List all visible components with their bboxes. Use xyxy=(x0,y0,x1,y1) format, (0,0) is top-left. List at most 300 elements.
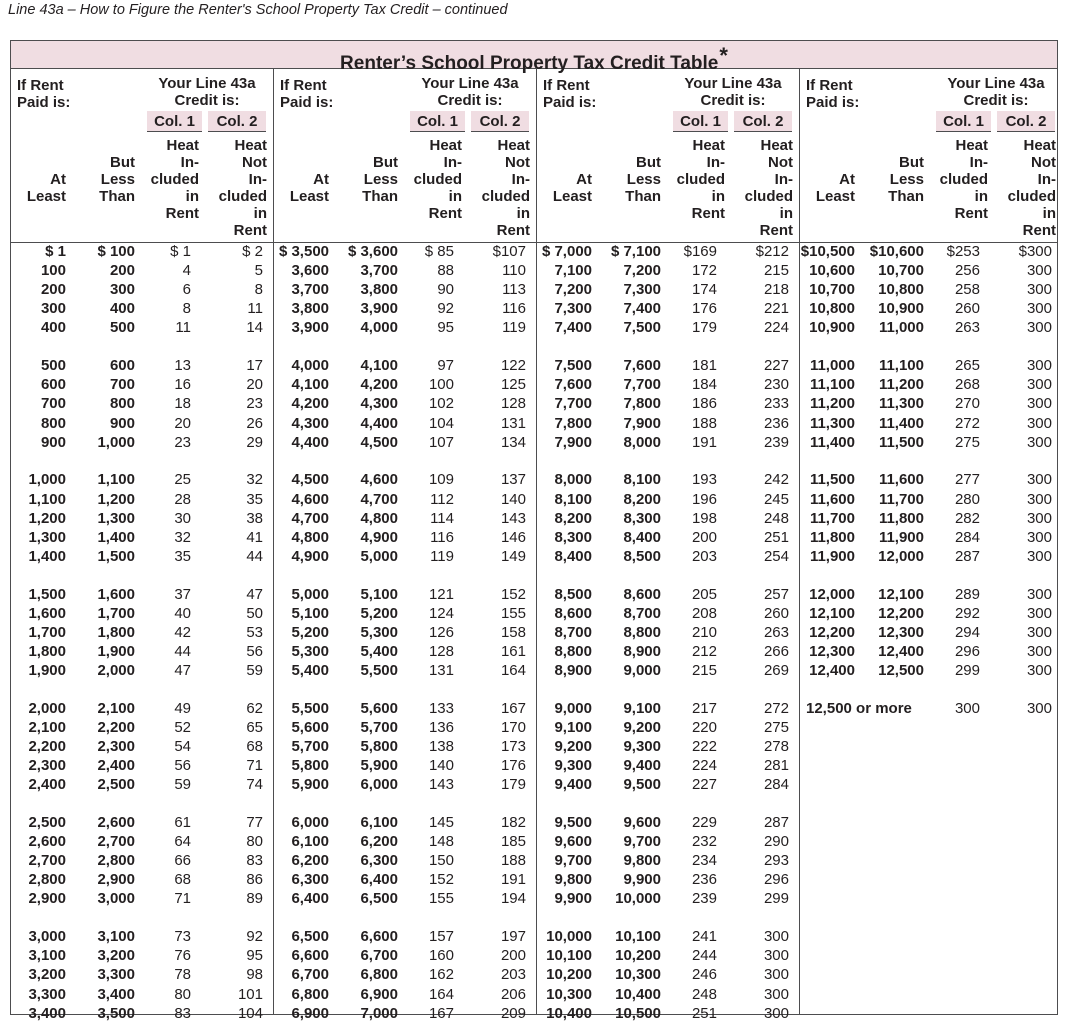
at-least-header: At Least xyxy=(552,171,592,205)
but-less-than-cell: 3,700 xyxy=(360,262,398,280)
but-less-than-cell: 11,100 xyxy=(878,357,924,375)
col1-credit-cell: 121 xyxy=(428,585,454,603)
col1-credit-cell: 8 xyxy=(182,300,191,318)
col1-credit-cell: 164 xyxy=(428,985,454,1003)
but-less-than-cell: 400 xyxy=(109,300,135,318)
at-least-cell: 10,700 xyxy=(809,281,855,299)
but-less-than-cell: 8,600 xyxy=(623,585,661,603)
col2-credit-cell: 260 xyxy=(763,604,789,622)
but-less-than-cell: 7,500 xyxy=(623,319,661,337)
col2-credit-cell: 14 xyxy=(246,319,263,337)
table-column xyxy=(800,69,1063,1014)
col1-credit-cell: 28 xyxy=(174,490,191,508)
at-least-cell: $ 7,000 xyxy=(541,243,592,260)
at-least-cell: 4,200 xyxy=(291,395,329,413)
table-row xyxy=(274,433,537,452)
at-least-cell: 9,600 xyxy=(554,833,592,851)
table-row xyxy=(11,280,274,299)
table-row xyxy=(11,756,274,775)
at-least-cell: 4,300 xyxy=(291,414,329,432)
col1-credit-cell: $169 xyxy=(683,243,717,260)
col2-credit-cell: 80 xyxy=(246,833,263,851)
table-row xyxy=(537,642,800,661)
col2-credit-cell: 221 xyxy=(763,300,789,318)
table-row xyxy=(274,889,537,908)
but-less-than-cell: 5,500 xyxy=(360,662,398,679)
table-row xyxy=(11,699,274,718)
table-row xyxy=(274,375,537,394)
at-least-cell: $ 1 xyxy=(45,243,66,260)
col1-credit-cell: 277 xyxy=(954,471,980,489)
table-row xyxy=(537,623,800,642)
but-less-than-cell: 9,600 xyxy=(623,814,661,831)
col1-credit-cell: 239 xyxy=(691,890,717,908)
at-least-cell: 9,200 xyxy=(554,738,592,755)
col2-credit-cell: 140 xyxy=(500,490,526,508)
at-least-cell: 5,000 xyxy=(291,585,329,603)
col1-credit-cell: 270 xyxy=(954,395,980,413)
col2-credit-cell: 182 xyxy=(500,814,526,831)
col2-credit-cell: 300 xyxy=(763,947,789,965)
col1-credit-cell: 6 xyxy=(182,281,191,299)
at-least-cell: 8,800 xyxy=(554,642,592,660)
at-least-cell: 7,400 xyxy=(554,319,592,337)
col1-credit-cell: 248 xyxy=(691,985,717,1003)
but-less-than-cell: 3,900 xyxy=(360,300,398,318)
but-less-than-cell: 4,400 xyxy=(360,414,398,432)
heat-included-header: Heat In- cluded in Rent xyxy=(939,137,988,222)
table-row xyxy=(537,661,800,680)
your-line-43a-header: Your Line 43a Credit is: xyxy=(158,75,256,109)
col2-credit-cell: 59 xyxy=(246,662,263,679)
col1-header: Col. 1 xyxy=(673,111,728,132)
but-less-than-cell: 11,500 xyxy=(878,433,924,451)
at-least-cell: 8,400 xyxy=(554,547,592,565)
at-least-cell: 3,000 xyxy=(28,928,66,946)
at-least-cell: 2,500 xyxy=(28,814,66,831)
table-row xyxy=(537,375,800,394)
col1-credit-cell: 300 xyxy=(954,699,980,717)
col1-credit-cell: 4 xyxy=(182,262,191,280)
table-row xyxy=(537,737,800,756)
at-least-cell: 4,800 xyxy=(291,528,329,546)
col2-credit-cell: 300 xyxy=(763,1004,789,1022)
table-row xyxy=(274,490,537,509)
table-row xyxy=(274,394,537,413)
col1-credit-cell: 275 xyxy=(954,433,980,451)
but-less-than-cell: 6,200 xyxy=(360,833,398,851)
col2-credit-cell: 38 xyxy=(246,509,263,527)
heat-included-header: Heat In- cluded in Rent xyxy=(676,137,725,222)
at-least-cell: 2,900 xyxy=(28,890,66,908)
at-least-cell: 3,300 xyxy=(28,985,66,1003)
if-rent-paid-header: If Rent Paid is: xyxy=(17,77,71,111)
col1-credit-cell: 268 xyxy=(954,376,980,394)
table-row xyxy=(537,509,800,528)
but-less-than-cell: 4,200 xyxy=(360,376,398,394)
at-least-cell: 7,900 xyxy=(554,433,592,451)
but-less-than-cell: $ 100 xyxy=(97,243,135,260)
at-least-cell: 3,700 xyxy=(291,281,329,299)
col1-credit-cell: 35 xyxy=(174,547,191,565)
col1-credit-cell: 56 xyxy=(174,757,191,775)
but-less-than-cell: 11,700 xyxy=(878,490,924,508)
at-least-cell: 3,900 xyxy=(291,319,329,337)
col1-credit-cell: 186 xyxy=(691,395,717,413)
but-less-than-cell: 2,200 xyxy=(97,718,135,736)
table-row xyxy=(274,585,537,604)
at-least-cell: 1,900 xyxy=(28,662,66,679)
col2-credit-cell: 275 xyxy=(763,718,789,736)
table-row xyxy=(800,414,1063,433)
col2-credit-cell: 98 xyxy=(246,966,263,984)
col1-credit-cell: 133 xyxy=(428,699,454,717)
but-less-than-cell: 12,200 xyxy=(878,604,924,622)
col2-header: Col. 2 xyxy=(471,111,529,132)
at-least-cell: 6,000 xyxy=(291,814,329,831)
col2-credit-cell: 122 xyxy=(500,357,526,375)
col1-credit-cell: 292 xyxy=(954,604,980,622)
but-less-than-cell: 12,000 xyxy=(878,547,924,565)
col1-credit-cell: 152 xyxy=(428,871,454,889)
table-row xyxy=(11,889,274,908)
table-row xyxy=(274,261,537,280)
but-less-than-cell: 4,700 xyxy=(360,490,398,508)
col2-credit-cell: 32 xyxy=(246,471,263,489)
at-least-cell: 12,400 xyxy=(809,662,855,679)
but-less-than-cell: 2,800 xyxy=(97,852,135,870)
col1-credit-cell: 90 xyxy=(437,281,454,299)
col2-header: Col. 2 xyxy=(734,111,792,132)
but-less-than-cell: 11,000 xyxy=(878,319,924,337)
but-less-than-cell: 10,000 xyxy=(615,890,661,908)
col2-credit-cell: 83 xyxy=(246,852,263,870)
table-row xyxy=(11,528,274,547)
col2-credit-cell: 71 xyxy=(246,757,263,775)
col1-credit-cell: 251 xyxy=(691,1004,717,1022)
table-row xyxy=(274,470,537,489)
but-less-than-cell: 800 xyxy=(109,395,135,413)
table-row xyxy=(537,718,800,737)
at-least-cell: 5,800 xyxy=(291,757,329,775)
col1-credit-cell: 265 xyxy=(954,357,980,375)
at-least-cell: 4,700 xyxy=(291,509,329,527)
col2-credit-cell: 300 xyxy=(763,985,789,1003)
but-less-than-cell: 7,800 xyxy=(623,395,661,413)
col1-credit-cell: 289 xyxy=(954,585,980,603)
col1-credit-cell: 188 xyxy=(691,414,717,432)
col1-credit-cell: 284 xyxy=(954,528,980,546)
col1-credit-cell: 30 xyxy=(174,509,191,527)
but-less-than-cell: 2,300 xyxy=(97,738,135,755)
col2-credit-cell: 125 xyxy=(500,376,526,394)
table-row xyxy=(800,509,1063,528)
col2-credit-cell: 218 xyxy=(763,281,789,299)
at-least-cell: 11,800 xyxy=(809,528,855,546)
at-least-cell: 5,700 xyxy=(291,738,329,755)
table-row xyxy=(11,737,274,756)
table-row xyxy=(800,280,1063,299)
but-less-than-cell: 11,400 xyxy=(878,414,924,432)
col2-credit-cell: 300 xyxy=(1026,528,1052,546)
but-less-than-cell: 11,600 xyxy=(878,471,924,489)
table-row xyxy=(274,946,537,965)
col2-credit-cell: 300 xyxy=(1026,395,1052,413)
your-line-43a-header: Your Line 43a Credit is: xyxy=(684,75,782,109)
but-less-than-cell: 11,200 xyxy=(878,376,924,394)
col1-credit-cell: 59 xyxy=(174,776,191,794)
col1-credit-cell: 138 xyxy=(428,738,454,755)
but-less-than-cell: 1,400 xyxy=(97,528,135,546)
at-least-cell: 8,000 xyxy=(554,471,592,489)
table-row xyxy=(11,585,274,604)
col2-credit-cell: 8 xyxy=(254,281,263,299)
but-less-than-cell: 6,600 xyxy=(360,928,398,946)
col1-credit-cell: 215 xyxy=(691,662,717,679)
but-less-than-cell: 9,400 xyxy=(623,757,661,775)
at-least-cell: 6,800 xyxy=(291,985,329,1003)
if-rent-paid-header: If Rent Paid is: xyxy=(543,77,597,111)
at-least-cell: 10,100 xyxy=(546,947,592,965)
col1-credit-cell: 140 xyxy=(428,757,454,775)
but-less-than-cell: 6,500 xyxy=(360,890,398,908)
but-less-than-cell: 3,400 xyxy=(97,985,135,1003)
at-least-header: At Least xyxy=(26,171,66,205)
col2-credit-cell: 191 xyxy=(500,871,526,889)
table-row xyxy=(274,414,537,433)
at-least-cell: 11,000 xyxy=(809,357,855,375)
at-least-cell: 200 xyxy=(40,281,66,299)
at-least-cell: 2,800 xyxy=(28,871,66,889)
but-less-than-cell: 200 xyxy=(109,262,135,280)
table-row xyxy=(274,1004,537,1023)
col1-credit-cell: 83 xyxy=(174,1004,191,1022)
but-less-than-cell: 5,300 xyxy=(360,623,398,641)
at-least-cell: 8,900 xyxy=(554,662,592,679)
at-least-cell: 6,700 xyxy=(291,966,329,984)
at-least-cell: 9,400 xyxy=(554,776,592,794)
col2-credit-cell: 224 xyxy=(763,319,789,337)
col2-credit-cell: 300 xyxy=(1026,357,1052,375)
col2-credit-cell: $107 xyxy=(492,243,526,260)
col1-credit-cell: 241 xyxy=(691,928,717,946)
at-least-cell: 2,600 xyxy=(28,833,66,851)
at-least-cell: 2,000 xyxy=(28,699,66,717)
but-less-than-cell: 3,000 xyxy=(97,890,135,908)
col2-credit-cell: 300 xyxy=(1026,623,1052,641)
col2-credit-cell: 53 xyxy=(246,623,263,641)
your-line-43a-header: Your Line 43a Credit is: xyxy=(421,75,519,109)
table-row xyxy=(800,470,1063,489)
col1-credit-cell: 40 xyxy=(174,604,191,622)
col1-credit-cell: 167 xyxy=(428,1004,454,1022)
col1-credit-cell: 210 xyxy=(691,623,717,641)
col2-credit-cell: 263 xyxy=(763,623,789,641)
table-row xyxy=(11,490,274,509)
heat-not-included-header: Heat Not In- cluded in Rent xyxy=(218,137,267,239)
but-less-than-cell: 2,500 xyxy=(97,776,135,794)
col2-credit-cell: 77 xyxy=(246,814,263,831)
at-least-cell: 6,400 xyxy=(291,890,329,908)
at-least-cell: 8,300 xyxy=(554,528,592,546)
col2-credit-cell: 92 xyxy=(246,928,263,946)
col2-credit-cell: 173 xyxy=(500,738,526,755)
col2-credit-cell: 300 xyxy=(1026,376,1052,394)
col2-credit-cell: 296 xyxy=(763,871,789,889)
at-least-cell: 10,600 xyxy=(809,262,855,280)
col2-credit-cell: 47 xyxy=(246,585,263,603)
at-least-cell: 8,100 xyxy=(554,490,592,508)
at-least-cell: 100 xyxy=(40,262,66,280)
but-less-than-cell: 4,000 xyxy=(360,319,398,337)
table-row xyxy=(537,261,800,280)
col2-credit-cell: 300 xyxy=(1026,604,1052,622)
at-least-cell: 1,700 xyxy=(28,623,66,641)
at-least-cell: 9,800 xyxy=(554,871,592,889)
table-row xyxy=(11,394,274,413)
table-row xyxy=(537,433,800,452)
but-less-than-cell: 8,700 xyxy=(623,604,661,622)
but-less-than-cell: 3,500 xyxy=(97,1004,135,1022)
col1-credit-cell: 208 xyxy=(691,604,717,622)
col1-credit-cell: 37 xyxy=(174,585,191,603)
table-row xyxy=(537,699,800,718)
table-row xyxy=(537,1004,800,1023)
table-column xyxy=(11,69,274,1022)
at-least-cell: 2,100 xyxy=(28,718,66,736)
table-row xyxy=(11,242,274,261)
col1-credit-cell: 92 xyxy=(437,300,454,318)
table-row xyxy=(800,299,1063,318)
but-less-than-cell: 2,100 xyxy=(97,699,135,717)
table-row xyxy=(11,813,274,832)
but-less-than-cell: 3,300 xyxy=(97,966,135,984)
col2-header: Col. 2 xyxy=(997,111,1055,132)
col2-credit-cell: 110 xyxy=(502,262,526,280)
col1-credit-cell: 258 xyxy=(954,281,980,299)
but-less-than-cell: 10,200 xyxy=(615,947,661,965)
col2-credit-cell: 290 xyxy=(763,833,789,851)
table-row xyxy=(274,927,537,946)
at-least-cell: 12,100 xyxy=(809,604,855,622)
but-less-than-cell: 6,700 xyxy=(360,947,398,965)
table-row xyxy=(537,280,800,299)
col1-credit-cell: 80 xyxy=(174,985,191,1003)
col2-credit-cell: 251 xyxy=(763,528,789,546)
at-least-cell: 500 xyxy=(40,357,66,375)
table-row xyxy=(11,851,274,870)
col2-credit-cell: 146 xyxy=(500,528,526,546)
but-less-than-cell: 5,600 xyxy=(360,699,398,717)
col1-credit-cell: 198 xyxy=(691,509,717,527)
but-less-than-cell: 9,100 xyxy=(623,699,661,717)
at-least-cell: 11,500 xyxy=(809,471,855,489)
col1-credit-cell: 203 xyxy=(691,547,717,565)
col1-credit-cell: 114 xyxy=(430,509,454,527)
table-row xyxy=(537,356,800,375)
at-least-cell: 10,300 xyxy=(546,985,592,1003)
col2-credit-cell: 300 xyxy=(1026,585,1052,603)
col1-credit-cell: 71 xyxy=(174,890,191,908)
at-least-cell: 7,800 xyxy=(554,414,592,432)
but-less-than-cell: 1,600 xyxy=(97,585,135,603)
table-row xyxy=(11,832,274,851)
col2-credit-cell: 230 xyxy=(763,376,789,394)
col2-credit-cell: 104 xyxy=(237,1004,263,1022)
table-row xyxy=(537,775,800,794)
col1-credit-cell: 76 xyxy=(174,947,191,965)
but-less-than-cell: 8,300 xyxy=(623,509,661,527)
col1-credit-cell: 280 xyxy=(954,490,980,508)
col1-header: Col. 1 xyxy=(410,111,465,132)
col1-credit-cell: 61 xyxy=(174,814,191,831)
col2-credit-cell: 65 xyxy=(246,718,263,736)
table-row xyxy=(800,356,1063,375)
at-least-cell: 6,300 xyxy=(291,871,329,889)
table-title-band xyxy=(11,41,1057,74)
at-least-cell: 12,200 xyxy=(809,623,855,641)
col1-credit-cell: 272 xyxy=(954,414,980,432)
col2-credit-cell: 119 xyxy=(502,319,526,337)
but-less-than-cell: 4,800 xyxy=(360,509,398,527)
table-row xyxy=(11,318,274,337)
at-least-cell: 11,100 xyxy=(809,376,855,394)
col1-credit-cell: 160 xyxy=(428,947,454,965)
heat-not-included-header: Heat Not In- cluded in Rent xyxy=(481,137,530,239)
col1-credit-cell: 181 xyxy=(691,357,717,375)
but-less-than-cell: 5,000 xyxy=(360,547,398,565)
col2-credit-cell: 116 xyxy=(502,300,526,318)
table-row xyxy=(800,261,1063,280)
at-least-cell: 8,200 xyxy=(554,509,592,527)
but-less-than-cell: 7,700 xyxy=(623,376,661,394)
table-row xyxy=(274,737,537,756)
at-least-cell: 3,800 xyxy=(291,300,329,318)
but-less-than-cell: 8,000 xyxy=(623,433,661,451)
col2-credit-cell: $212 xyxy=(755,243,789,260)
col1-credit-cell: 157 xyxy=(428,928,454,946)
col1-credit-cell: 229 xyxy=(691,814,717,831)
table-row xyxy=(537,832,800,851)
col1-credit-cell: 73 xyxy=(174,928,191,946)
col2-credit-cell: 68 xyxy=(246,738,263,755)
but-less-than-cell: 6,800 xyxy=(360,966,398,984)
col2-credit-cell: 266 xyxy=(763,642,789,660)
but-less-than-cell: 5,400 xyxy=(360,642,398,660)
but-less-than-cell: 9,200 xyxy=(623,718,661,736)
table-row xyxy=(274,299,537,318)
at-least-cell: 5,900 xyxy=(291,776,329,794)
table-row xyxy=(11,604,274,623)
col1-credit-cell: 282 xyxy=(954,509,980,527)
table-row xyxy=(537,927,800,946)
col1-credit-cell: 112 xyxy=(430,490,454,508)
table-row xyxy=(274,813,537,832)
col2-credit-cell: 300 xyxy=(1026,699,1052,717)
but-less-than-cell: $10,600 xyxy=(869,243,924,260)
table-row xyxy=(537,299,800,318)
col1-credit-cell: 44 xyxy=(174,642,191,660)
at-least-cell: 11,200 xyxy=(809,395,855,413)
but-less-than-cell: 10,300 xyxy=(615,966,661,984)
col1-credit-cell: 145 xyxy=(428,814,454,831)
col1-credit-cell: 107 xyxy=(428,433,454,451)
at-least-cell: 9,900 xyxy=(554,890,592,908)
table-row xyxy=(537,242,800,261)
col2-credit-cell: 86 xyxy=(246,871,263,889)
if-rent-paid-header: If Rent Paid is: xyxy=(280,77,334,111)
table-row xyxy=(537,414,800,433)
